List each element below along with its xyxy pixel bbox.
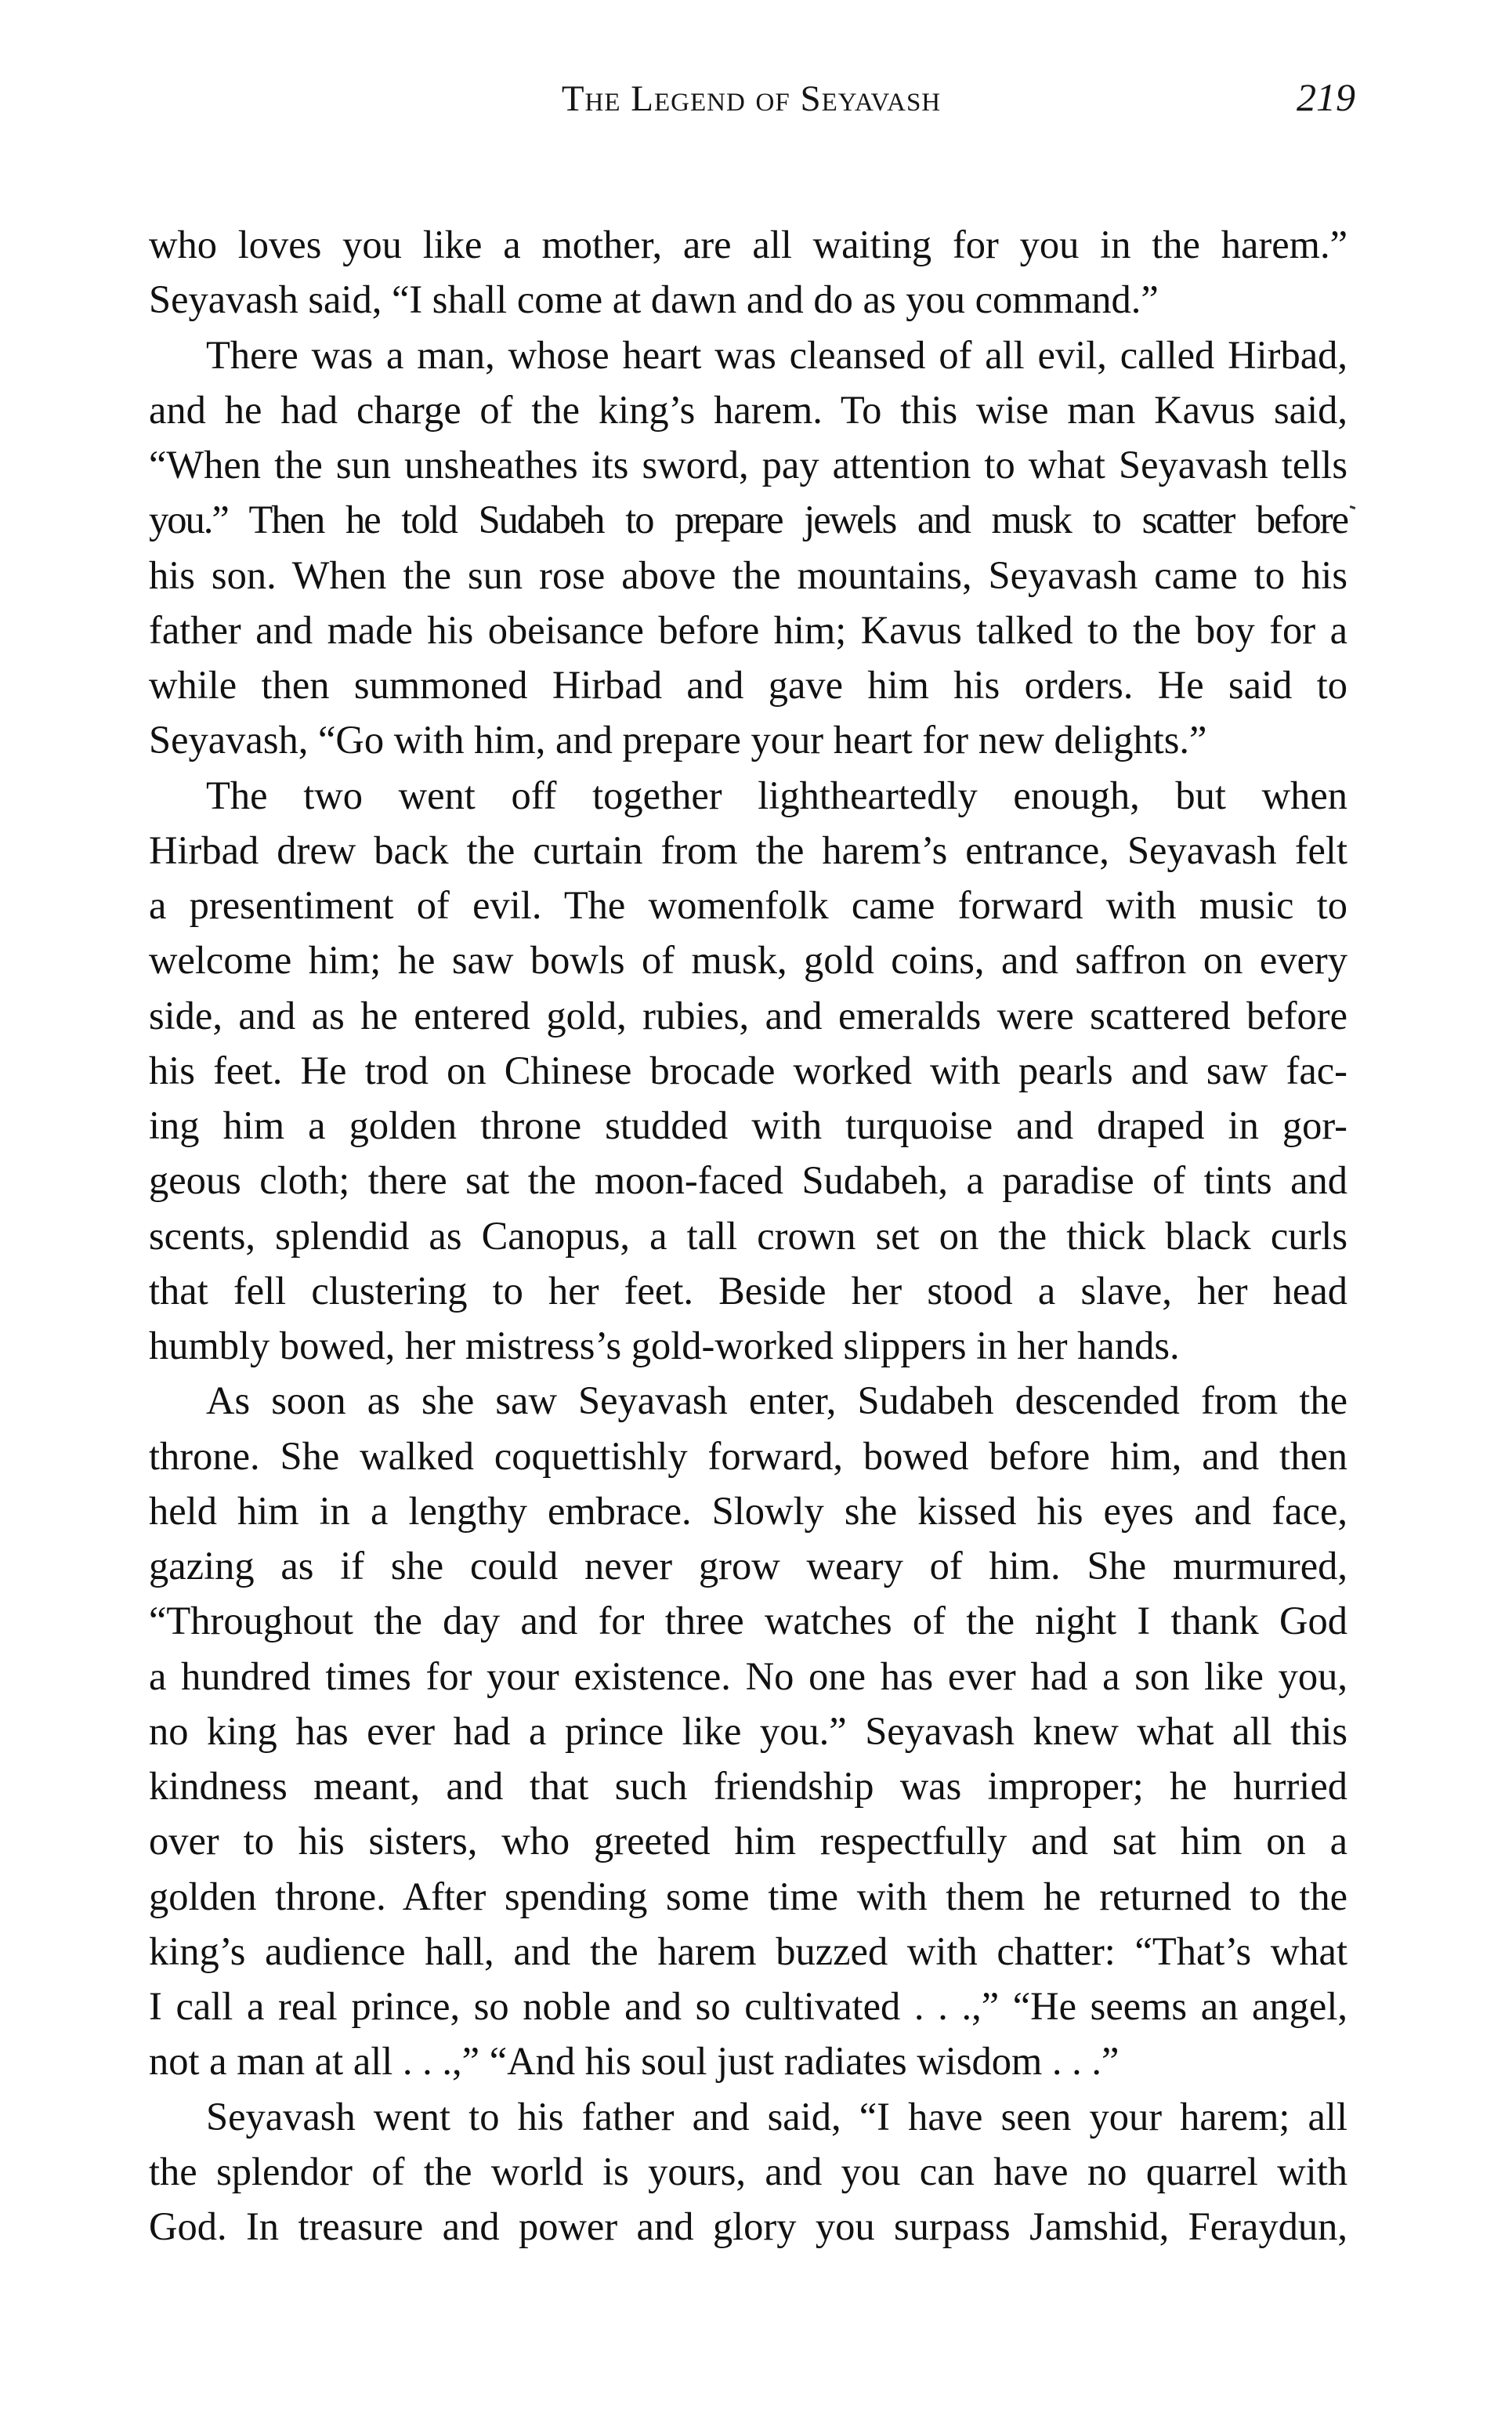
text-line: while then summoned Hirbad and gave him his orders. He said to (149, 663, 1347, 707)
text-line: golden throne. After spending some time with them he returned to the (149, 1874, 1347, 1918)
text-line: no king has ever had a prince like you.” Seyavash knew what all this (149, 1708, 1347, 1753)
text-line: “Throughout the day and for three watches of the night I thank God (149, 1599, 1347, 1643)
scan-artifact-mark (1350, 505, 1356, 509)
text-line: As soon as she saw Seyavash enter, Sudabeh descended from the (206, 1378, 1347, 1423)
page-number: 219 (1297, 75, 1355, 119)
text-line (149, 492, 1347, 547)
text-line: God. In treasure and power and glory you surpass Jamshid, Feraydun, (149, 2204, 1347, 2248)
text-line: ing him a golden throne studded with turquoise and draped in gor- (149, 1103, 1347, 1147)
text-line: a presentiment of evil. The womenfolk came forward with music to (149, 883, 1347, 927)
text-line: his son. When the sun rose above the mountains, Seyavash came to his (149, 552, 1347, 597)
text-line: humbly bowed, her mistress’s gold-worked slippers in her hands. (149, 1324, 1180, 1367)
text-line: father and made his obeisance before him; Kavus talked to the boy for a (149, 607, 1347, 652)
text-line: a hundred times for your existence. No one has ever had a son like you, (149, 1653, 1347, 1698)
text-line: Hirbad drew back the curtain from the harem’s entrance, Seyavash felt (149, 828, 1347, 872)
text-line: Seyavash went to his father and said, “I have seen your harem; all (206, 2094, 1347, 2139)
text-line: his feet. He trod on Chinese brocade worked with pearls and saw fac- (149, 1048, 1347, 1092)
text-line: side, and as he entered gold, rubies, and emeralds were scattered before (149, 993, 1347, 1038)
text-line: welcome him; he saw bowls of musk, gold coins, and saffron on every (149, 938, 1347, 983)
text-line: that fell clustering to her feet. Beside her stood a slave, her head (149, 1268, 1347, 1313)
running-head: The Legend of Seyavash (561, 78, 942, 119)
text-line: Seyavash said, “I shall come at dawn and do as you command.” (149, 277, 1159, 322)
text-line: not a man at all . . .,” “And his soul just radiates wisdom . . .” (149, 2039, 1120, 2084)
text-line: over to his sisters, who greeted him respectfully and sat him on a (149, 1819, 1347, 1863)
text-line: The two went off together lightheartedly enough, but when (206, 773, 1347, 817)
text-line: There was a man, whose heart was cleansed of all evil, called Hirbad, (206, 332, 1347, 377)
text-line: kindness meant, and that such friendship was improper; he hurried (149, 1764, 1347, 1808)
text-line: I call a real prince, so noble and so cultivated . . .,” “He seems an angel, (149, 1984, 1347, 2028)
text-line: held him in a lengthy embrace. Slowly she kissed his eyes and face, (149, 1488, 1347, 1533)
body-text (149, 217, 1347, 2254)
text-line: gazing as if she could never grow weary of him. She murmured, (149, 1544, 1347, 1588)
text-line: who loves you like a mother, are all waiting for you in the harem.” (149, 223, 1347, 266)
text-line: throne. She walked coquettishly forward, bowed before him, and then (149, 1433, 1347, 1478)
text-line: the splendor of the world is yours, and you can have no quarrel with (149, 2149, 1347, 2193)
text-line: and he had charge of the king’s harem. To this wise man Kavus said, (149, 387, 1347, 432)
text-line-content: you.” Then he told Sudabeh to prepare jewels and musk to scatter before (149, 498, 1347, 542)
text-line: geous cloth; there sat the moon-faced Sudabeh, a paradise of tints and (149, 1158, 1347, 1203)
text-line: Seyavash, “Go with him, and prepare your heart for new delights.” (149, 718, 1207, 762)
text-line: king’s audience hall, and the harem buzzed with chatter: “That’s what (149, 1929, 1347, 1973)
text-line: “When the sun unsheathes its sword, pay attention to what Seyavash tells (149, 443, 1347, 487)
text-line: scents, splendid as Canopus, a tall crown set on the thick black curls (149, 1213, 1347, 1258)
